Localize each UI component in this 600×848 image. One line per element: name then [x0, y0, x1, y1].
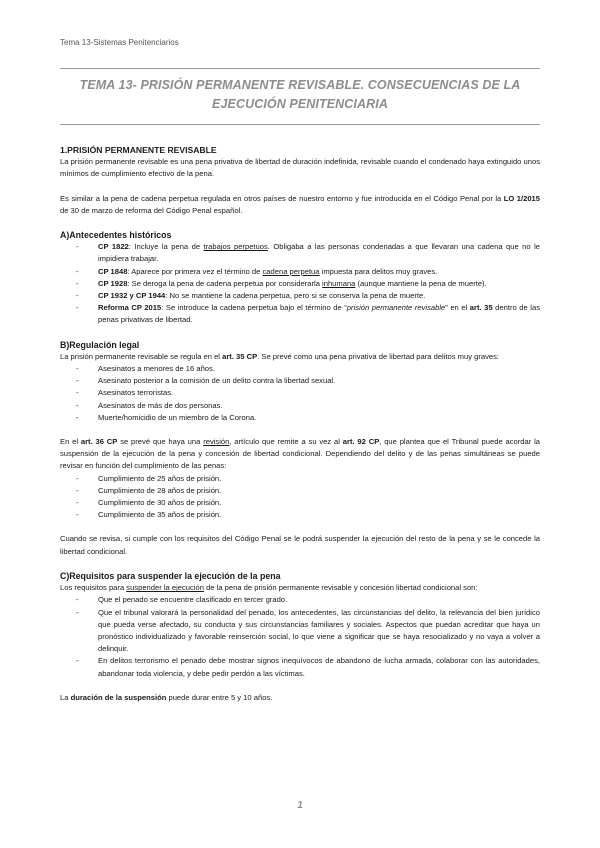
section-heading-requisitos: C)Requisitos para suspender la ejecución de la pena	[60, 570, 281, 581]
list-item: - Cumplimiento de 30 años de prisión.	[76, 497, 540, 509]
list-item: - Muerte/homicidio de un miembro de la Corona.	[76, 412, 540, 424]
title-bottom-rule	[60, 124, 540, 125]
paragraph-revision: En el art. 36 CP se prevé que haya una revisión, artículo que remite a su vez al art. 92 CP, que plantea que el Tribunal puede acordar la suspensión de la ejecución de la pena y concesión de libertad condicional. Dependiendo del delito y de las penas simultáneas se puede revisar en función del cumplimiento de las penas:	[60, 437, 540, 471]
list-item: - Asesinatos de más de dos personas.	[76, 400, 540, 412]
document-title	[60, 76, 540, 114]
list-item: - CP 1848: Aparece por primera vez el término de cadena perpetua impuesta para delitos muy graves.	[76, 266, 540, 278]
list-item: - Cumplimiento de 35 años de prisión.	[76, 509, 540, 521]
delitos-list	[76, 363, 540, 424]
paragraph-regulacion: La prisión permanente revisable se regula en el art. 35 CP. Se prevé como una pena privativa de libertad para delitos muy graves:	[60, 351, 500, 361]
list-item: - Asesinatos terroristas.	[76, 387, 540, 399]
list-item: - Que el tribunal valorará la personalidad del penado, los antecedentes, las circunstancias del delito, la relevancia del bien jurídico que pueda verse afectado, su conducta y sus circunstancias familiares y sociales. Aspectos que puedan acreditar que haya un pronóstico individualizado y favorable reinserción social, lo que viene a significar que se haya resocializado y no vaya a volver a delinquir.	[76, 607, 540, 656]
paragraph-definition: La prisión permanente revisable es una pena privativa de libertad de duración indefinida, revisable cuando el condenado haya extinguido unos mínimos de cumplimiento efectivo de la pena.	[60, 157, 540, 179]
document-body	[60, 140, 540, 704]
list-item: - Reforma CP 2015: Se introduce la cadena perpetua bajo el término de “prisión permanente revisable” en el art. 35 dentro de las penas privativas de libertad.	[76, 302, 540, 326]
list-item: - Asesinatos a menores de 16 años.	[76, 363, 540, 375]
paragraph-requisitos: Los requisitos para suspender la ejecución de la pena de prisión permanente revisable y concesión libertad condicional son:	[60, 583, 478, 593]
list-item: - CP 1932 y CP 1944: No se mantiene la cadena perpetua, pero si se conserva la pena de muerte.	[76, 290, 540, 302]
list-item: - Cumplimiento de 25 años de prisión.	[76, 473, 540, 485]
paragraph-introduction: Es similar a la pena de cadena perpetua regulada en otros países de nuestro entorno y fue introducida en el Código Penal por la LO 1/2015 de 30 de marzo de reforma del Código Penal español.	[60, 193, 540, 215]
list-item: - Que el penado se encuentre clasificado en tercer grado.	[76, 594, 540, 606]
list-item: - CP 1822: Incluye la pena de trabajos perpetuos. Obligaba a las personas condenadas a que llevaran una cadena que no le impidiera trabajar.	[76, 241, 540, 265]
paragraph-suspension: Cuando se revisa, si cumple con los requisitos del Código Penal se le podrá suspender la ejecución del resto de la pena y se le concede la libertad condicional.	[60, 534, 540, 556]
running-header: Tema 13-Sistemas Penitenciarios	[60, 38, 179, 47]
antecedentes-list	[76, 241, 540, 326]
list-item: - En delitos terrorismo el penado debe mostrar signos inequívocos de abandono de lucha armada, colaborar con las autoridades, abandonar toda violencia, y debe pedir perdón a las víctimas.	[76, 655, 540, 679]
requisitos-list	[76, 594, 540, 679]
cumplimiento-list	[76, 473, 540, 522]
section-heading-prision-permanente: 1.PRISIÓN PERMANENTE REVISABLE	[60, 145, 217, 155]
section-heading-antecedentes: A)Antecedentes históricos	[60, 230, 172, 241]
title-top-rule	[60, 68, 540, 69]
page-number: 1	[297, 800, 303, 811]
document-title-line-1: TEMA 13- PRISIÓN PERMANENTE REVISABLE. CONSECUENCIAS DE LA	[79, 78, 521, 92]
list-item: - Asesinato posterior a la comisión de un delito contra la libertad sexual.	[76, 375, 540, 387]
list-item: - Cumplimiento de 28 años de prisión.	[76, 485, 540, 497]
paragraph-duracion: La duración de la suspensión puede durar entre 5 y 10 años.	[60, 692, 273, 702]
section-heading-regulacion: B)Regulación legal	[60, 339, 140, 350]
document-title-line-2: EJECUCIÓN PENITENCIARIA	[212, 97, 388, 111]
list-item: - CP 1928: Se deroga la pena de cadena perpetua por considerarla inhumana (aunque mantiene la pena de muerte).	[76, 278, 540, 290]
